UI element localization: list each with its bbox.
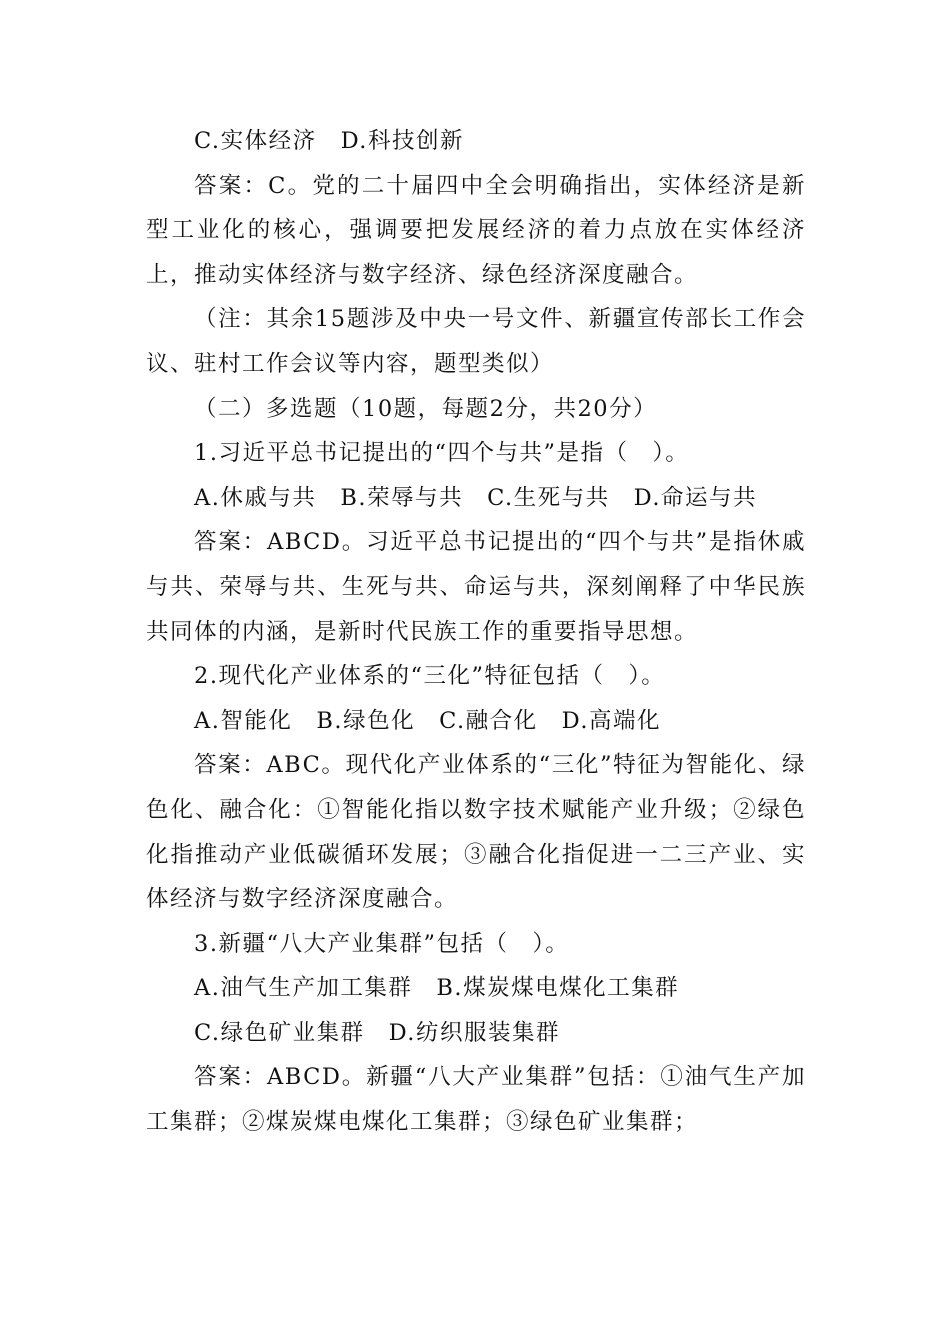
option-line: C.实体经济 D.科技创新 <box>194 128 464 154</box>
question-3-options-ab: A.油气生产加工集群 B.煤炭煤电煤化工集群 <box>194 975 680 1002</box>
document-page <box>146 119 806 1145</box>
note-paragraph: （注：其余15题涉及中央一号文件、新疆宣传部长工作会议、驻村工作会议等内容，题型类似） <box>146 306 806 377</box>
section-heading: （二）多选题（10题，每题2分，共20分） <box>194 395 658 422</box>
question-2: 2.现代化产业体系的“三化”特征包括（ ）。 <box>194 663 666 690</box>
question-2-options: A.智能化 B.绿色化 C.融合化 D.高端化 <box>194 707 662 734</box>
question-2-answer: 答案：ABC。现代化产业体系的“三化”特征为智能化、绿色化、融合化：①智能化指以数字技术赋能产业升级；②绿色化指推动产业低碳循环发展；③融合化指促进一二三产业、实体经济与数字经济深度融合。 <box>146 752 806 913</box>
question-3-answer: 答案：ABCD。新疆“八大产业集群”包括：①油气生产加工集群；②煤炭煤电煤化工集群；③绿色矿业集群； <box>146 1064 806 1136</box>
question-3: 3.新疆“八大产业集群”包括（ ）。 <box>194 930 570 957</box>
question-1-options: A.休戚与共 B.荣辱与共 C.生死与共 D.命运与共 <box>194 484 758 511</box>
answer-paragraph: 答案：C。党的二十届四中全会明确指出，实体经济是新型工业化的核心，强调要把发展经济的着力点放在实体经济上，推动实体经济与数字经济、绿色经济深度融合。 <box>146 172 806 288</box>
question-1: 1.习近平总书记提出的“四个与共”是指（ ）。 <box>194 440 690 467</box>
question-3-options-cd: C.绿色矿业集群 D.纺织服装集群 <box>194 1019 560 1046</box>
question-1-answer: 答案：ABCD。习近平总书记提出的“四个与共”是指休戚与共、荣辱与共、生死与共、命运与共，深刻阐释了中华民族共同体的内涵，是新时代民族工作的重要指导思想。 <box>146 529 806 645</box>
